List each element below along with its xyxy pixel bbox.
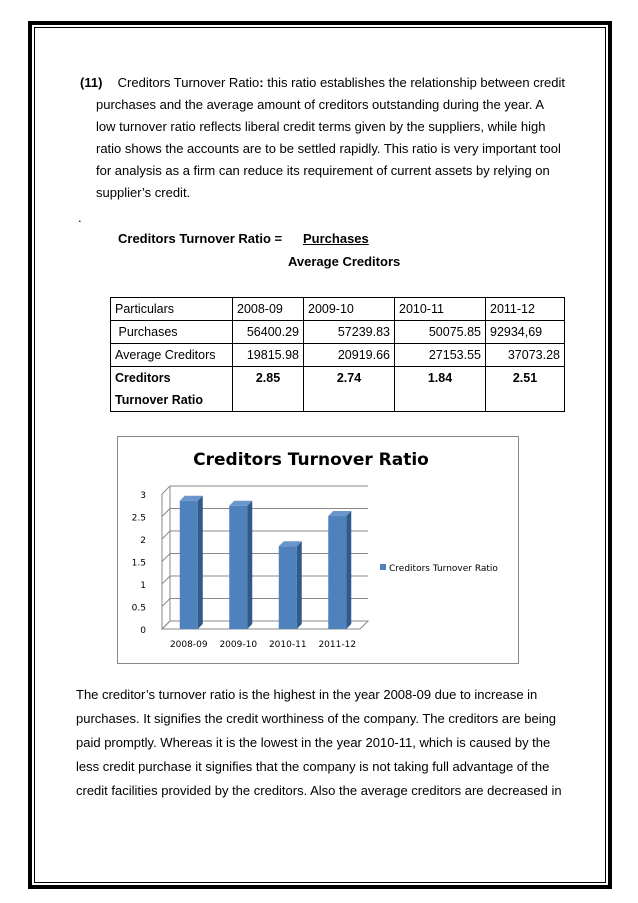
y-tick-label: 1 — [140, 581, 146, 591]
table-header: 2009-10 — [304, 298, 395, 321]
bar-chart — [118, 437, 518, 663]
conclusion-line: credit facilities provided by the creditors. Also the average creditors are decreased in — [76, 783, 562, 798]
ratio-description — [80, 72, 586, 204]
bar-side — [198, 496, 203, 629]
description-line: Creditors Turnover Ratio: this ratio establishes the relationship between credit — [117, 75, 565, 90]
legend-swatch — [380, 564, 386, 570]
item-heading: Creditors Turnover Ratio — [117, 75, 260, 90]
table-header: 2010-11 — [395, 298, 486, 321]
conclusion-line: purchases. It signifies the credit worthiness of the company. The creditors are being — [76, 711, 557, 726]
table-cell: 1.84 — [395, 367, 486, 412]
table-header: 2011-12 — [486, 298, 565, 321]
gridline-diagonal — [162, 554, 170, 562]
table-cell: Purchases — [111, 321, 233, 344]
bar-side — [346, 511, 351, 629]
y-tick-label: 0 — [140, 626, 146, 636]
description-line: for analysis as a firm can reduce its requirement of current assets by relying on — [96, 163, 550, 178]
table-cell: 50075.85 — [395, 321, 486, 344]
y-tick-label: 0.5 — [131, 603, 146, 614]
y-tick-label: 1.5 — [131, 558, 146, 569]
gridline-diagonal — [162, 531, 170, 539]
table-cell: Creditors Turnover Ratio — [111, 367, 233, 412]
table-cell: Average Creditors — [111, 344, 233, 367]
y-tick-label: 2 — [140, 536, 146, 546]
table-row — [111, 321, 565, 344]
y-tick-label: 2.5 — [131, 513, 146, 524]
gridline-diagonal — [162, 509, 170, 517]
table-cell: 2.51 — [486, 367, 565, 412]
chart-title: Creditors Turnover Ratio — [193, 450, 429, 470]
chart-container — [117, 436, 519, 664]
bar — [180, 501, 198, 629]
gridline-diagonal — [162, 599, 170, 607]
table-header-row — [111, 298, 565, 321]
formula-denominator: Average Creditors — [288, 254, 401, 269]
gridline-diagonal — [162, 486, 170, 494]
description-line: purchases and the average amount of creditors outstanding during the year. A — [96, 97, 545, 112]
ratio-table — [110, 297, 565, 412]
table-header: 2008-09 — [233, 298, 304, 321]
x-tick-label: 2009-10 — [219, 640, 258, 650]
item-colon: : — [259, 75, 264, 90]
conclusion-line: The creditor’s turnover ratio is the highest in the year 2008-09 due to increase in — [76, 687, 538, 702]
table-row — [111, 367, 565, 412]
table-cell: 27153.55 — [395, 344, 486, 367]
bar — [279, 546, 297, 629]
formula-label: Creditors Turnover Ratio = — [118, 231, 283, 246]
bar — [229, 506, 247, 629]
conclusion-line: less credit purchase it signifies that the company is not taking full advantage of the — [76, 759, 550, 774]
x-tick-label: 2008-09 — [169, 640, 208, 650]
table-cell: 92934,69 — [486, 321, 565, 344]
table-cell: 19815.98 — [233, 344, 304, 367]
item-number: (11) — [80, 75, 103, 90]
table-cell: 56400.29 — [233, 321, 304, 344]
description-line: low turnover ratio reflects liberal credit terms given by the suppliers, while high — [96, 119, 546, 134]
x-tick-label: 2011-12 — [318, 640, 357, 650]
description-line: ratio shows the accounts are to be settled rapidly. This ratio is very important tool — [96, 141, 561, 156]
stray-dot: . — [78, 210, 82, 225]
table-cell: 57239.83 — [304, 321, 395, 344]
bar-side — [247, 501, 252, 629]
conclusion-line: paid promptly. Whereas it is the lowest in the year 2010-11, which is caused by the — [76, 735, 551, 750]
formula-numerator: Purchases — [303, 231, 369, 246]
bar-side — [297, 541, 302, 629]
y-tick-label: 3 — [140, 491, 146, 501]
bar — [328, 516, 346, 629]
table-header: Particulars — [111, 298, 233, 321]
table-row — [111, 344, 565, 367]
table-cell: 20919.66 — [304, 344, 395, 367]
table-cell: 37073.28 — [486, 344, 565, 367]
table-cell: 2.74 — [304, 367, 395, 412]
conclusion-paragraph — [76, 683, 566, 803]
x-tick-label: 2010-11 — [268, 640, 307, 650]
description-line: supplier’s credit. — [96, 185, 191, 200]
table-cell: 2.85 — [233, 367, 304, 412]
legend-label: Creditors Turnover Ratio — [389, 564, 498, 574]
gridline-diagonal — [162, 576, 170, 584]
